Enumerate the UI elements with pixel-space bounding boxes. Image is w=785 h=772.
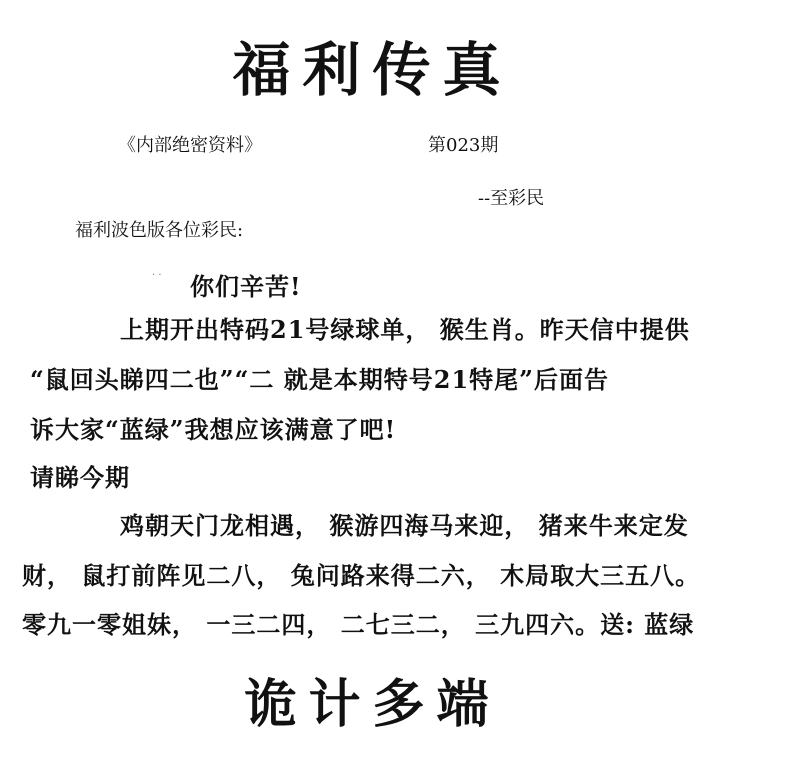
- letter-line: 上期开出特码21号绿球单， 猴生肖。昨天信中提供: [120, 315, 690, 344]
- letter-line: 请睇今期: [30, 463, 130, 492]
- letter-line: 零九一零姐妹， 一三二四， 二七三二， 三九四六。送: 蓝绿: [22, 610, 695, 639]
- letter-line: 你们辛苦!: [190, 272, 302, 301]
- letter-line: “鼠回头睇四二也”“二 就是本期特号21特尾”后面告: [30, 365, 609, 394]
- page-title: 福利传真: [232, 36, 513, 104]
- footer-title: 诡计多端: [244, 675, 501, 735]
- greeting: 福利波色版各位彩民:: [75, 220, 244, 241]
- subtitle-confidential: 《内部绝密资料》: [118, 135, 262, 156]
- decorative-dots: · ·: [152, 270, 162, 281]
- sender-line: --至彩民: [478, 188, 545, 209]
- letter-line: 诉大家“蓝绿”我想应该满意了吧!: [30, 415, 397, 444]
- letter-line: 鸡朝天门龙相遇， 猴游四海马来迎， 猪来牛来定发: [120, 511, 689, 540]
- issue-number: 第023期: [428, 135, 499, 156]
- letter-line: 财， 鼠打前阵见二八， 兔问路来得二六， 木局取大三五八。: [22, 561, 701, 590]
